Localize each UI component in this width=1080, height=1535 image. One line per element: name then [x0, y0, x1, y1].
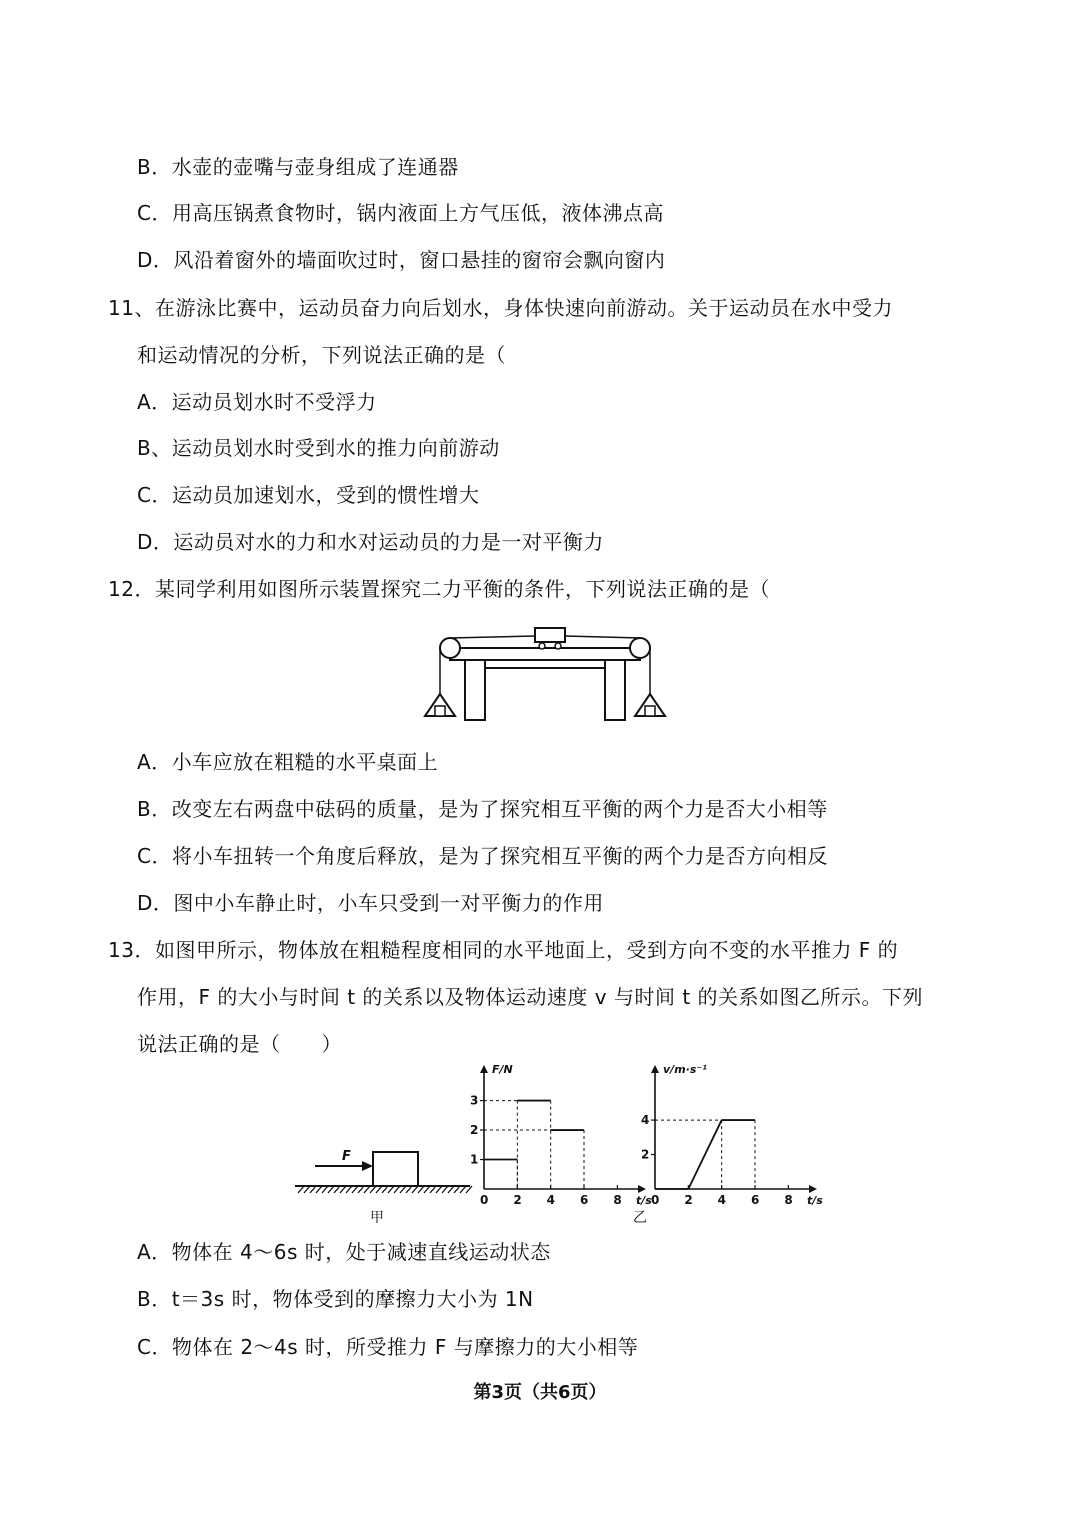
- y-tick-label: 3: [470, 1093, 479, 1108]
- q11-option-a: A．运动员划水时不受浮力: [137, 390, 377, 414]
- x-tick-label: 2: [684, 1193, 693, 1207]
- x-tick-label: 4: [546, 1193, 556, 1207]
- q10-option-b: B．水壶的壶嘴与壶身组成了连通器: [137, 155, 459, 179]
- q12-option-c: C．将小车扭转一个角度后释放，是为了探究相互平衡的两个力是否方向相反: [137, 844, 828, 868]
- q12-option-b: B．改变左右两盘中砝码的质量，是为了探究相互平衡的两个力是否大小相等: [137, 797, 828, 821]
- y-axis-arrow: [480, 1065, 488, 1073]
- q13-stem-line3: 说法正确的是（ ）: [137, 1032, 342, 1056]
- x-axis-label: t/s: [807, 1194, 823, 1207]
- fig-yi-label: 乙: [633, 1210, 647, 1226]
- y-tick-label: 2: [641, 1147, 650, 1162]
- fig-jia-label: 甲: [370, 1210, 384, 1226]
- pulley-right: [630, 638, 650, 658]
- x-tick-label: 6: [751, 1193, 760, 1207]
- chart-velocity-time: [641, 1063, 823, 1207]
- q13-figure-jia: [290, 1140, 475, 1230]
- page-footer: 第3页（共6页）: [473, 1382, 607, 1403]
- q12-stem: 12．某同学利用如图所示装置探究二力平衡的条件，下列说法正确的是（: [108, 577, 770, 601]
- x-axis-label: t/s: [636, 1194, 652, 1207]
- q11-option-b: B、运动员划水时受到水的推力向前游动: [137, 436, 500, 460]
- chart-force-time: [470, 1063, 652, 1207]
- x-tick-label: 4: [717, 1193, 727, 1207]
- y-tick-label: 1: [470, 1152, 479, 1167]
- q13-stem-line1: 13．如图甲所示，物体放在粗糙程度相同的水平地面上，受到方向不变的水平推力 F 的: [108, 938, 899, 962]
- q11-stem-line1: 11、在游泳比赛中，运动员奋力向后划水，身体快速向前游动。关于运动员在水中受力: [108, 296, 893, 320]
- x-tick-label: 0: [651, 1193, 660, 1207]
- q11-option-c: C．运动员加速划水，受到的惯性增大: [137, 483, 480, 507]
- force-label: F: [342, 1149, 351, 1164]
- y-axis-label: v/m·s⁻¹: [663, 1063, 707, 1076]
- data-segment: [688, 1120, 721, 1189]
- q13-option-b: B．t＝3s 时，物体受到的摩擦力大小为 1N: [137, 1287, 534, 1311]
- x-tick-label: 0: [480, 1193, 489, 1207]
- pulley-left: [440, 638, 460, 658]
- q11-option-d: D．运动员对水的力和水对运动员的力是一对平衡力: [137, 530, 604, 554]
- y-axis-label: F/N: [492, 1063, 513, 1076]
- q13-option-a: A．物体在 4～6s 时，处于减速直线运动状态: [137, 1240, 551, 1264]
- x-tick-label: 2: [513, 1193, 522, 1207]
- q13-figure-yi: [460, 1063, 823, 1230]
- y-tick-label: 4: [641, 1113, 650, 1128]
- q10-option-d: D．风沿着窗外的墙面吹过时，窗口悬挂的窗帘会飘向窗内: [137, 248, 666, 272]
- q12-option-a: A．小车应放在粗糙的水平桌面上: [137, 750, 439, 774]
- block: [373, 1152, 418, 1186]
- table-leg-left: [465, 660, 485, 720]
- x-tick-label: 6: [580, 1193, 589, 1207]
- y-tick-label: 2: [470, 1123, 479, 1138]
- cart: [535, 628, 565, 642]
- y-axis-arrow: [651, 1065, 659, 1073]
- table-leg-right: [605, 660, 625, 720]
- table-top: [450, 648, 640, 660]
- x-tick-label: 8: [784, 1193, 793, 1207]
- x-axis-arrow: [638, 1185, 646, 1193]
- x-tick-label: 8: [613, 1193, 622, 1207]
- x-axis-arrow: [809, 1185, 817, 1193]
- q13-stem-line2: 作用，F 的大小与时间 t 的关系以及物体运动速度 v 与时间 t 的关系如图乙所示。下列: [137, 985, 924, 1009]
- q12-option-d: D．图中小车静止时，小车只受到一对平衡力的作用: [137, 891, 604, 915]
- q10-option-c: C．用高压锅煮食物时，锅内液面上方气压低，液体沸点高: [137, 201, 664, 225]
- q11-stem-line2: 和运动情况的分析，下列说法正确的是（: [137, 343, 506, 367]
- q13-option-c: C．物体在 2～4s 时，所受推力 F 与摩擦力的大小相等: [137, 1335, 639, 1359]
- q12-apparatus-figure: [415, 622, 675, 724]
